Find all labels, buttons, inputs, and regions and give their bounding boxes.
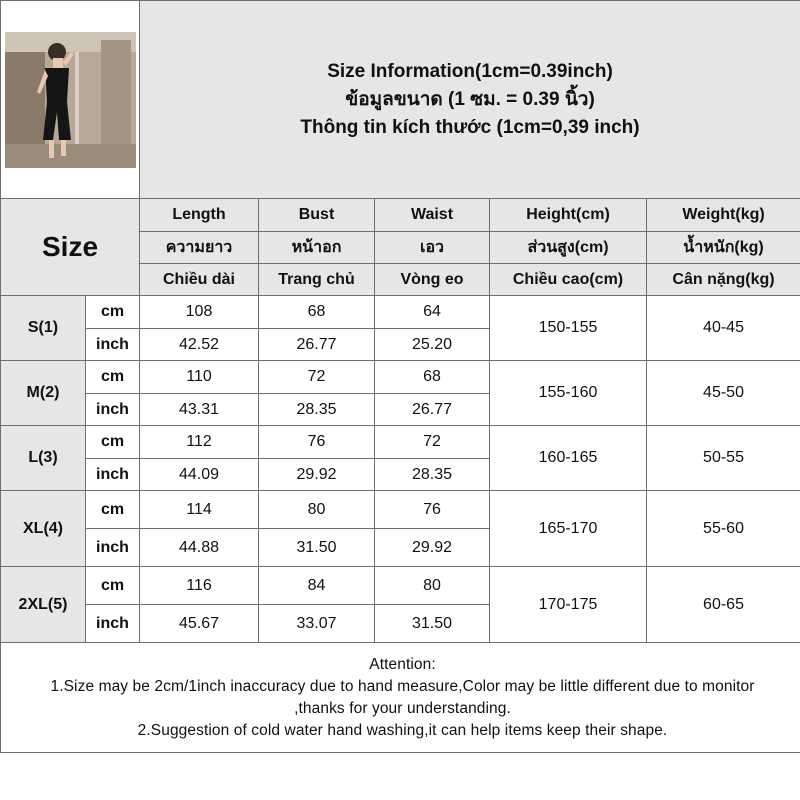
waist-cm: 64: [375, 296, 490, 329]
height-range: 170-175: [490, 567, 647, 643]
unit-inch: inch: [86, 605, 140, 643]
header-height-th: ส่วนสูง(cm): [490, 232, 647, 264]
header-length-th: ความยาว: [140, 232, 259, 264]
bust-cm: 72: [259, 361, 375, 394]
length-cm: 110: [140, 361, 259, 394]
length-cm: 114: [140, 491, 259, 529]
table-row: [1, 567, 800, 605]
weight-range: 55-60: [647, 491, 800, 567]
length-cm: 108: [140, 296, 259, 329]
bust-inch: 26.77: [259, 329, 375, 361]
model-photo: [5, 32, 136, 168]
bust-cm: 76: [259, 426, 375, 459]
title-thai: ข้อมูลขนาด (1 ซม. = 0.39 นิ้ว): [345, 88, 595, 110]
attention-note-1-continued: ,thanks for your understanding.: [294, 699, 511, 717]
attention-note-2: 2.Suggestion of cold water hand washing,it can help items keep their shape.: [137, 721, 668, 739]
unit-cm: cm: [86, 491, 140, 529]
header-weight-en: Weight(kg): [647, 199, 800, 232]
table-row: [1, 426, 800, 459]
attention-notes: [1, 643, 800, 753]
bust-cm: 80: [259, 491, 375, 529]
size-information-header: [140, 1, 800, 199]
weight-range: 50-55: [647, 426, 800, 491]
bust-inch: 33.07: [259, 605, 375, 643]
table-row: [1, 361, 800, 394]
waist-cm: 68: [375, 361, 490, 394]
size-name: M(2): [1, 361, 86, 426]
waist-cm: 76: [375, 491, 490, 529]
unit-inch: inch: [86, 394, 140, 426]
table-row: [1, 296, 800, 329]
unit-inch: inch: [86, 529, 140, 567]
waist-cm: 80: [375, 567, 490, 605]
weight-range: 60-65: [647, 567, 800, 643]
length-inch: 44.88: [140, 529, 259, 567]
waist-inch: 28.35: [375, 459, 490, 491]
height-range: 150-155: [490, 296, 647, 361]
unit-cm: cm: [86, 567, 140, 605]
bust-inch: 31.50: [259, 529, 375, 567]
title-vietnamese: Thông tin kích thước (1cm=0,39 inch): [300, 116, 640, 138]
size-name: L(3): [1, 426, 86, 491]
waist-inch: 25.20: [375, 329, 490, 361]
header-weight-vi: Cân nặng(kg): [647, 264, 800, 296]
unit-cm: cm: [86, 426, 140, 459]
weight-range: 40-45: [647, 296, 800, 361]
header-weight-th: น้ำหนัก(kg): [647, 232, 800, 264]
height-range: 165-170: [490, 491, 647, 567]
header-bust-th: หน้าอก: [259, 232, 375, 264]
weight-range: 45-50: [647, 361, 800, 426]
unit-cm: cm: [86, 361, 140, 394]
size-name: S(1): [1, 296, 86, 361]
waist-inch: 31.50: [375, 605, 490, 643]
bust-inch: 28.35: [259, 394, 375, 426]
waist-cm: 72: [375, 426, 490, 459]
size-name: XL(4): [1, 491, 86, 567]
header-height-en: Height(cm): [490, 199, 647, 232]
header-length-vi: Chiều dài: [140, 264, 259, 296]
title-english: Size Information(1cm=0.39inch): [327, 60, 613, 82]
length-inch: 42.52: [140, 329, 259, 361]
length-inch: 43.31: [140, 394, 259, 426]
height-range: 155-160: [490, 361, 647, 426]
product-photo-cell: [1, 1, 140, 199]
length-inch: 44.09: [140, 459, 259, 491]
header-bust-en: Bust: [259, 199, 375, 232]
unit-inch: inch: [86, 329, 140, 361]
header-height-vi: Chiều cao(cm): [490, 264, 647, 296]
size-name: 2XL(5): [1, 567, 86, 643]
attention-note-1: 1.Size may be 2cm/1inch inaccuracy due to hand measure,Color may be little different due to monitor: [50, 677, 755, 695]
unit-inch: inch: [86, 459, 140, 491]
waist-inch: 29.92: [375, 529, 490, 567]
table-row: [1, 491, 800, 529]
bust-cm: 68: [259, 296, 375, 329]
bust-inch: 29.92: [259, 459, 375, 491]
header-waist-vi: Vòng eo: [375, 264, 490, 296]
header-length-en: Length: [140, 199, 259, 232]
unit-cm: cm: [86, 296, 140, 329]
header-waist-en: Waist: [375, 199, 490, 232]
height-range: 160-165: [490, 426, 647, 491]
attention-heading: Attention:: [369, 655, 436, 673]
bust-cm: 84: [259, 567, 375, 605]
length-cm: 112: [140, 426, 259, 459]
header-waist-th: เอว: [375, 232, 490, 264]
waist-inch: 26.77: [375, 394, 490, 426]
header-bust-vi: Trang chủ: [259, 264, 375, 296]
length-cm: 116: [140, 567, 259, 605]
length-inch: 45.67: [140, 605, 259, 643]
size-column-title: Size: [1, 199, 140, 296]
